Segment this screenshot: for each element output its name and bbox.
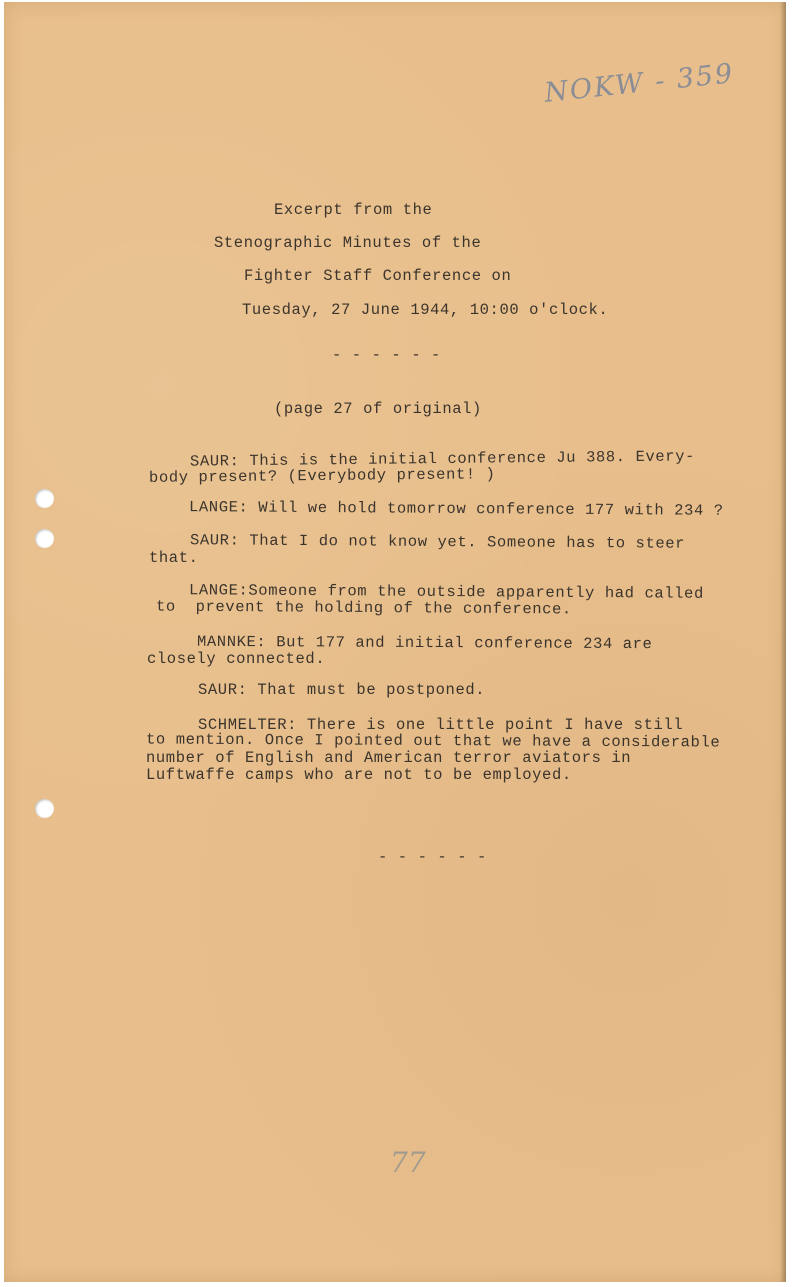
header-line-1: Excerpt from the	[274, 201, 433, 219]
page-number-handwritten: 77	[390, 1146, 426, 1179]
paragraph-5-line-2: closely connected.	[147, 650, 326, 668]
paragraph-1-line-2: body present? (Everybody present! )	[148, 465, 496, 487]
punch-hole-2	[35, 529, 54, 548]
page-edge-shadow	[780, 2, 786, 1282]
paragraph-2-line-1: LANGE: Will we hold tomorrow conference 177 with 234 ?	[188, 498, 724, 520]
header-line-4: Tuesday, 27 June 1944, 10:00 o'clock.	[242, 301, 609, 319]
punch-hole-1	[35, 489, 54, 508]
header-line-3: Fighter Staff Conference on	[244, 267, 512, 285]
paragraph-6-line-1: SAUR: That must be postponed.	[198, 681, 486, 699]
paragraph-3-line-2: that.	[149, 549, 199, 567]
paragraph-7-line-4: Luftwaffe camps who are not to be employed.	[146, 766, 572, 784]
paragraph-7-line-3: number of English and American terror aviators in	[146, 749, 632, 767]
separator-top: - - - - - -	[332, 346, 441, 364]
paragraph-5-line-1: MANNKE: But 177 and initial conference 234 are	[196, 632, 653, 654]
header-line-2: Stenographic Minutes of the	[214, 234, 482, 252]
paragraph-7-line-2: to mention. Once I pointed out that we have a considerable	[145, 730, 721, 752]
paragraph-7-line-1: SCHMELTER: There is one little point I have still	[198, 716, 684, 734]
document-page	[4, 2, 786, 1282]
paragraph-3-line-1: SAUR: That I do not know yet. Someone has to steer	[189, 531, 686, 553]
paragraph-4-line-2: to prevent the holding of the conference.	[155, 597, 572, 619]
page-note: (page 27 of original)	[274, 400, 482, 418]
separator-bottom: - - - - - -	[378, 848, 487, 866]
punch-hole-3	[35, 799, 54, 818]
paragraph-4-line-1: LANGE:Someone from the outside apparently had called	[188, 581, 704, 603]
paragraph-1-line-1: SAUR: This is the initial conference Ju 388. Every-	[189, 447, 696, 471]
document-id-handwritten: NOKW - 359	[542, 58, 736, 109]
